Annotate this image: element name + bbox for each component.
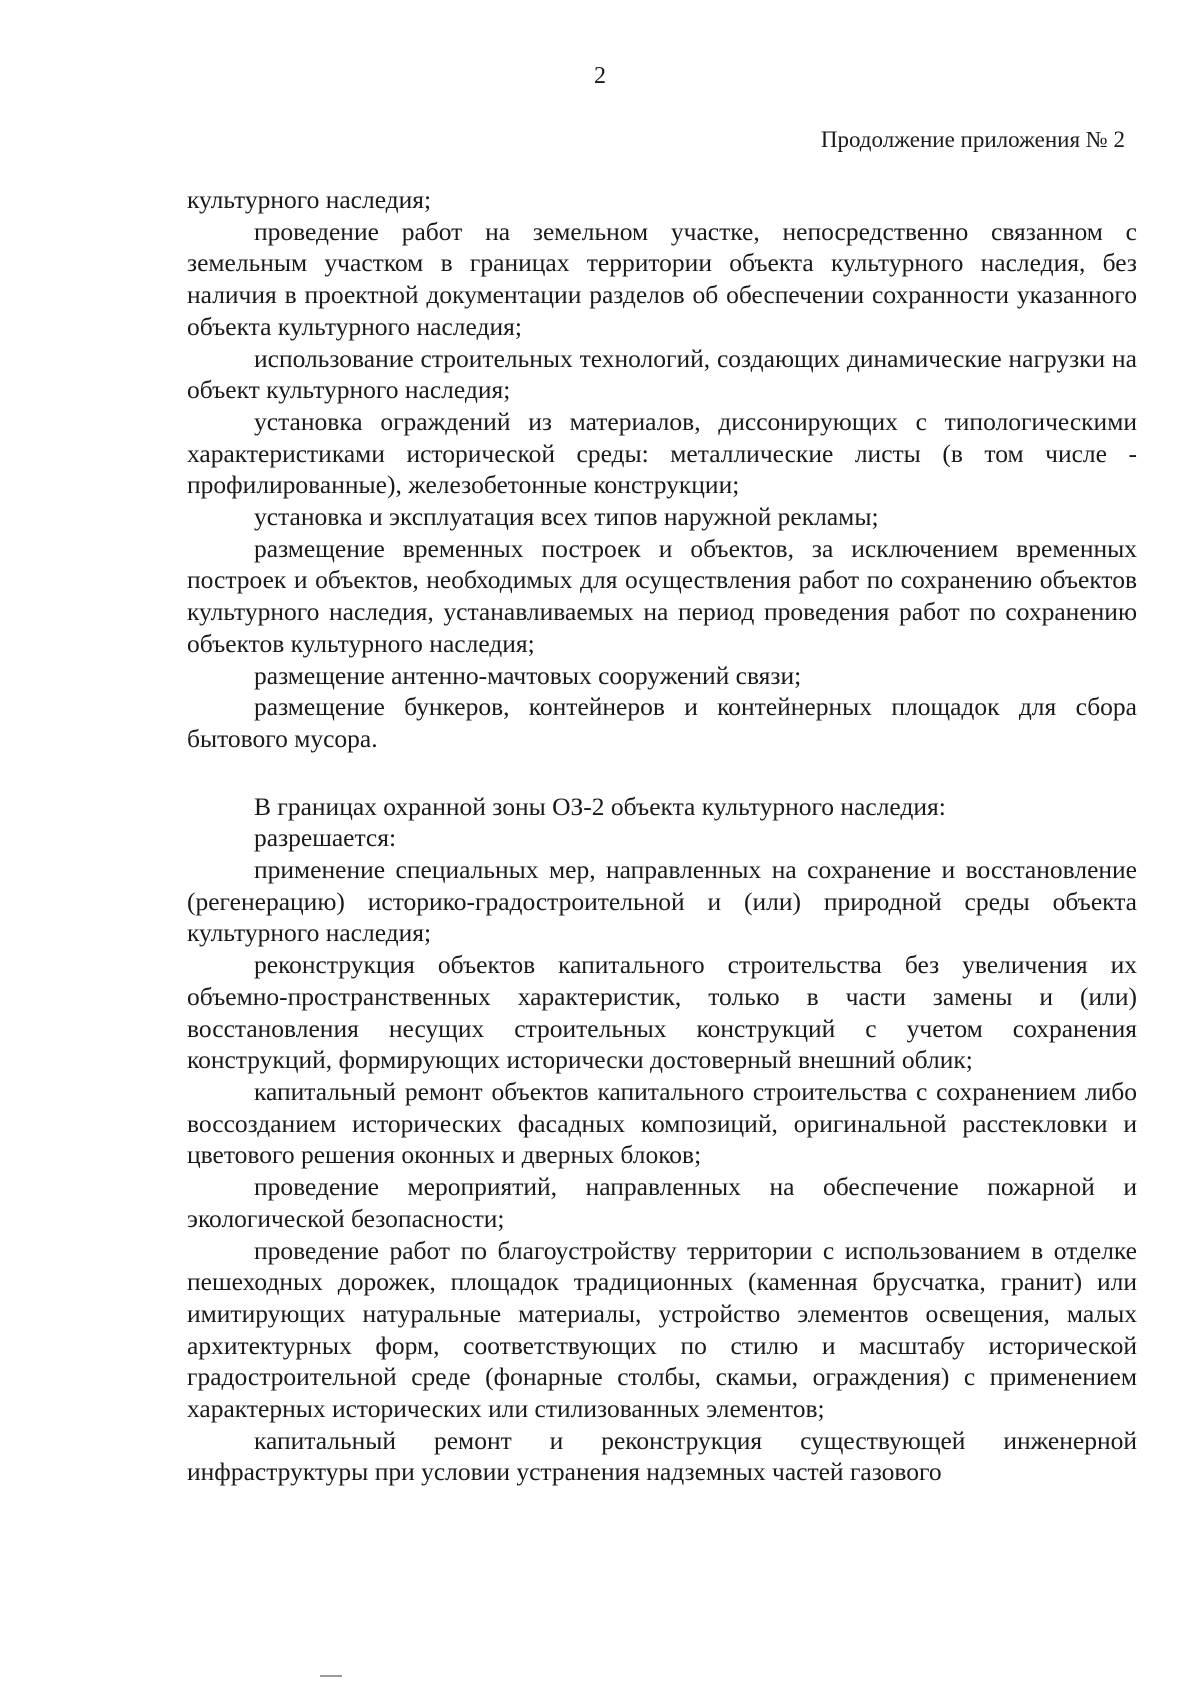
paragraph: размещение антенно-мачтовых сооружений связи; xyxy=(254,660,802,690)
appendix-continuation-label: Продолжение приложения № 2 xyxy=(820,127,1125,152)
scan-mark xyxy=(320,1675,342,1677)
section-heading: В границах охранной зоны ОЗ-2 объекта культурного наследия: xyxy=(254,791,946,821)
paragraph: культурного наследия; xyxy=(187,185,432,214)
paragraph: капитальный ремонт объектов капитального строительства с сохранением либо воссозданием исторических фасадных композиций, оригинальной расстекловки и цветового решения оконных и дверных блоков; xyxy=(187,1076,1137,1170)
paragraph: применение специальных мер, направленных на сохранение и восстановление (регенерацию) историко-градостроительной и (или) природной среды объекта культурного наследия; xyxy=(187,855,1137,948)
paragraph: использование строительных технологий, создающих динамические нагрузки на объект культурного наследия; xyxy=(187,343,1137,405)
section-spacer xyxy=(187,755,1137,791)
paragraph: установка ограждений из материалов, диссонирующих с типологическими характеристиками исторической среды: металлические листы (в том числе - профилированные), железобетонные конструкции; xyxy=(187,406,1137,500)
paragraph: реконструкция объектов капитального строительства без увеличения их объемно-пространственных характеристик, только в части замены и (или) восстановления несущих строительных конструкций с учетом сохранения конструкций, формирующих исторически достоверный внешний облик; xyxy=(187,950,1137,1075)
paragraph: размещение бункеров, контейнеров и контейнерных площадок для сбора бытового мусора. xyxy=(187,692,1137,753)
page-number: 2 xyxy=(594,63,606,89)
section-subheading: разрешается: xyxy=(254,823,397,853)
paragraph: размещение временных построек и объектов, за исключением временных построек и объектов, необходимых для осуществления работ по сохранению объектов культурного наследия, устанавливаемых на период проведения работ по сохранению объектов культурного наследия; xyxy=(187,533,1137,658)
paragraph: проведение работ на земельном участке, непосредственно связанном с земельным участком в границах территории объекта культурного наследия, без наличия в проектной документации разделов об обеспечении сохранности указанного объекта культурного наследия; xyxy=(187,216,1137,341)
paragraph: проведение работ по благоустройству территории с использованием в отделке пешеходных дорожек, площадок традиционных (каменная брусчатка, гранит) или имитирующих натуральные материалы, устройство элементов освещения, малых архитектурных форм, соответствующих по стилю и масштабу исторической градостроительной среде (фонарные столбы, скамьи, ограждения) с применением характерных исторических или стилизованных элементов; xyxy=(187,1235,1137,1424)
paragraph: проведение мероприятий, направленных на обеспечение пожарной и экологической безопасности; xyxy=(187,1172,1137,1233)
paragraph: капитальный ремонт и реконструкция существующей инженерной инфраструктуры при условии устранения надземных частей газового xyxy=(187,1425,1137,1487)
document-body xyxy=(187,184,1137,1488)
paragraph: установка и эксплуатация всех типов наружной рекламы; xyxy=(254,502,879,532)
